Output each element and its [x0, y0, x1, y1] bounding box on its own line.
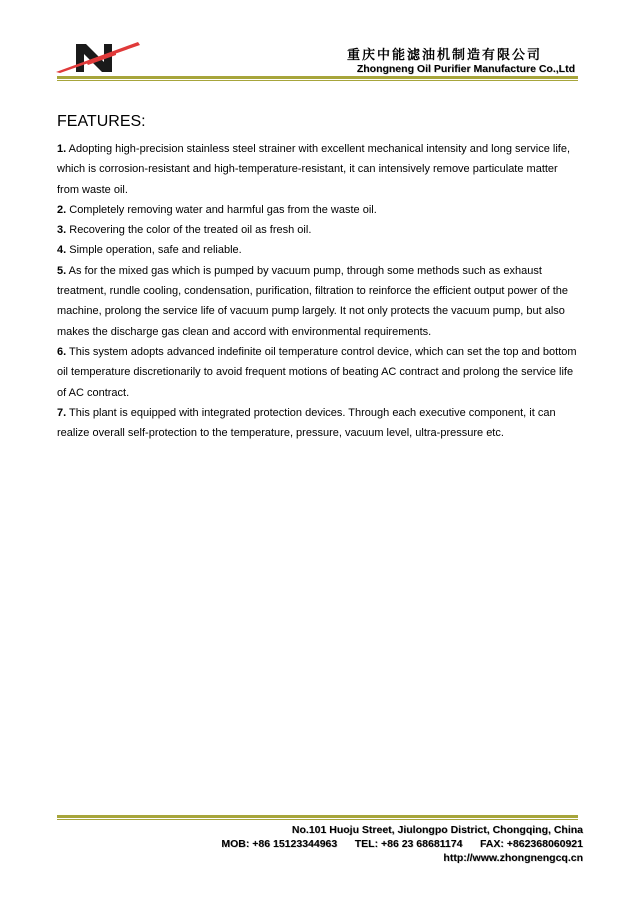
header-divider-thin	[57, 80, 578, 81]
feature-item	[57, 220, 582, 240]
footer-divider	[57, 815, 578, 818]
feature-text: Simple operation, safe and reliable.	[66, 244, 242, 257]
feature-text: Adopting high-precision stainless steel strainer with excellent mechanical intensity and long service life, which is corrosion-resistant and high-temperature-resistant, it can intensively remove particulate matter from waste oil.	[57, 143, 571, 196]
feature-item	[57, 261, 582, 342]
feature-item	[57, 403, 582, 444]
company-name-cn: 重庆中能滤油机制造有限公司	[346, 48, 542, 63]
feature-number: 3.	[57, 224, 67, 237]
zhongneng-logo-icon	[56, 40, 140, 74]
footer-website[interactable]: http://www.zhongnengcq.cn	[443, 852, 583, 864]
header-divider	[57, 76, 578, 79]
feature-text: As for the mixed gas which is pumped by vacuum pump, through some methods such as exhaust treatment, rundle cooling, condensation, purification, filtration to reinforce the efficient output power of the machine, prolong the service life of vacuum pump largely. It not only protects the vacuum pump, but also makes the discharge gas clean and accord with environmental requirements.	[57, 264, 568, 338]
footer-address: No.101 Huoju Street, Jiulongpo District, Chongqing, China	[291, 824, 583, 836]
feature-number: 2.	[57, 203, 67, 216]
feature-number: 5.	[57, 264, 67, 277]
company-name-en: Zhongneng Oil Purifier Manufacture Co.,Ltd	[356, 63, 575, 75]
feature-item	[57, 200, 582, 220]
page-title: FEATURES:	[57, 113, 146, 130]
feature-text: Completely removing water and harmful gas from the waste oil.	[66, 203, 377, 216]
footer-divider-thin	[57, 819, 578, 820]
feature-number: 4.	[57, 244, 67, 257]
feature-text: This plant is equipped with integrated protection devices. Through each executive component, it can realize overall self-protection to the temperature, pressure, vacuum level, ultra-pressure etc.	[57, 406, 556, 440]
footer-contacts: MOB: +86 15123344963 TEL: +86 23 68681174 FAX: +862368060921	[221, 838, 583, 850]
feature-item	[57, 342, 582, 403]
feature-item	[57, 139, 582, 200]
features-list	[57, 139, 582, 443]
feature-number: 1.	[57, 143, 67, 155]
feature-text: This system adopts advanced indefinite oil temperature control device, which can set the top and bottom oil temperature discretionarily to avoid frequent motions of beating AC contract and prolong the service life of AC contract.	[57, 345, 577, 399]
feature-number: 6.	[57, 345, 67, 358]
feature-text: Recovering the color of the treated oil as fresh oil.	[66, 224, 312, 237]
feature-item	[57, 240, 582, 260]
feature-number: 7.	[57, 406, 67, 419]
